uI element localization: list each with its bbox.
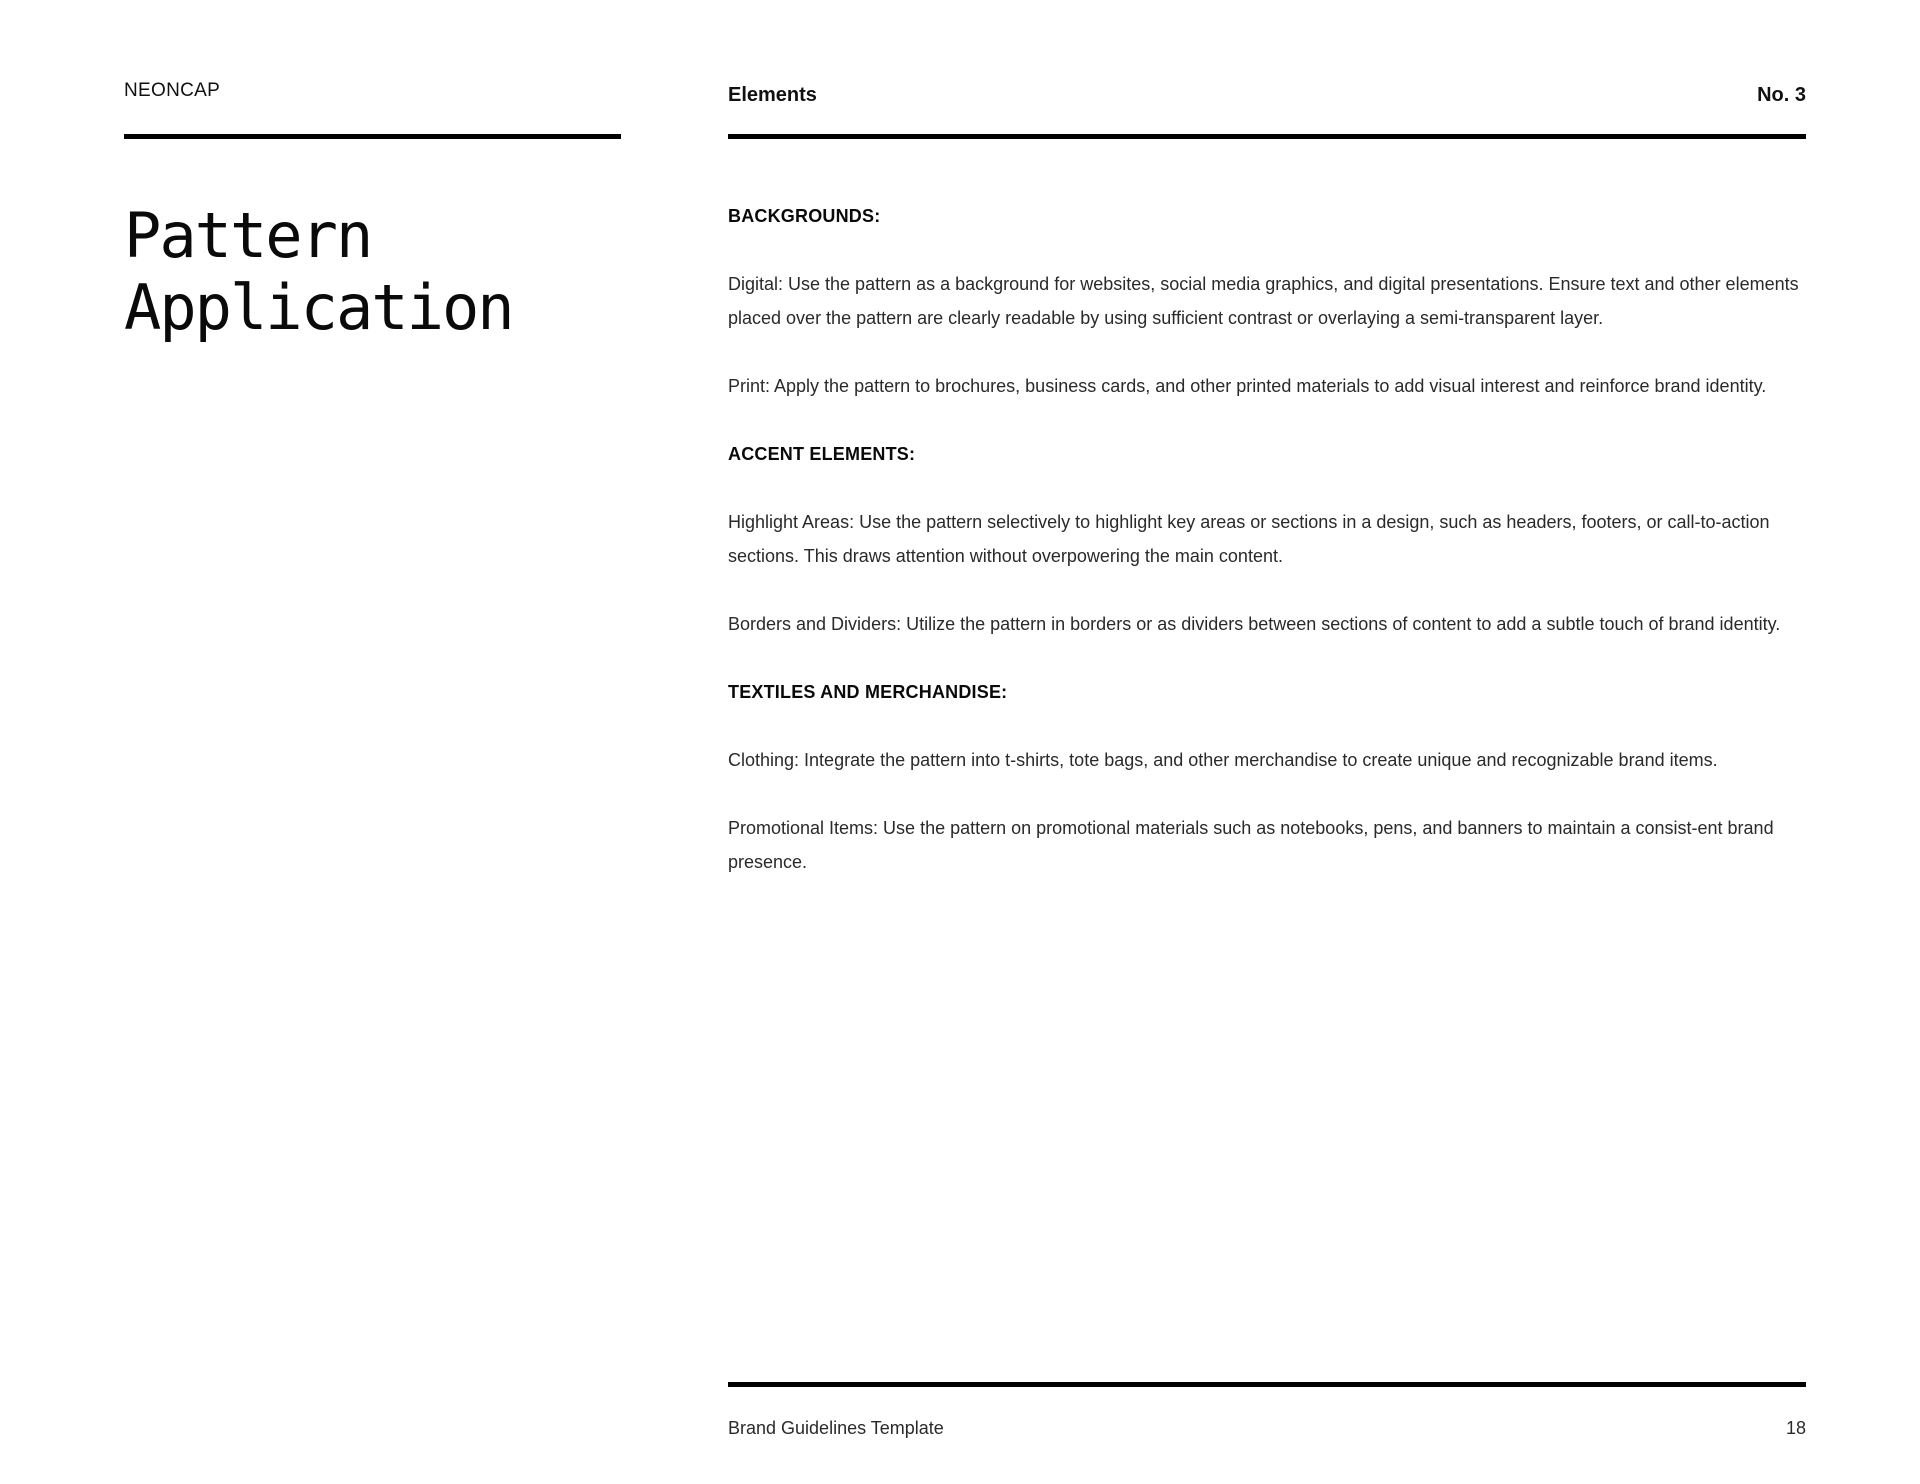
highlight-areas-paragraph: Highlight Areas: Use the pattern selectively to highlight key areas or sections in a design, such as headers, footers, or call-to-action sections. This draws attention without overpowering the main content. (728, 512, 1770, 566)
backgrounds-heading: BACKGROUNDS: (728, 206, 881, 226)
header-divider-right (728, 134, 1806, 139)
section-label: Elements (728, 84, 817, 106)
print-paragraph: Print: Apply the pattern to brochures, business cards, and other printed materials to add visual interest and reinforce brand identity. (728, 376, 1767, 396)
accent-elements-heading: ACCENT ELEMENTS: (728, 444, 916, 464)
footer-document-title: Brand Guidelines Template (728, 1418, 944, 1438)
page-title (124, 200, 604, 344)
promotional-items-paragraph: Promotional Items: Use the pattern on promotional materials such as notebooks, pens, and banners to maintain a consist-ent brand presence. (728, 818, 1774, 872)
content-body (728, 199, 1806, 913)
textiles-heading: TEXTILES AND MERCHANDISE: (728, 682, 1008, 702)
borders-dividers-paragraph: Borders and Dividers: Utilize the pattern in borders or as dividers between sections of content to add a subtle touch of brand identity. (728, 614, 1781, 634)
section-number: No. 3 (1757, 84, 1806, 106)
page-title-line-2: Application (124, 271, 513, 344)
clothing-paragraph: Clothing: Integrate the pattern into t-shirts, tote bags, and other merchandise to create unique and recognizable brand items. (728, 750, 1718, 770)
footer-divider (728, 1382, 1806, 1387)
header-divider-left (124, 134, 621, 139)
page-number: 18 (1785, 1418, 1806, 1438)
digital-paragraph: Digital: Use the pattern as a background for websites, social media graphics, and digital presentations. Ensure text and other elements placed over the pattern are clearly readable by using sufficient contrast or overlaying a semi-transparent layer. (728, 274, 1799, 328)
page-title-line-1: Pattern (124, 199, 372, 272)
brand-name: NEONCAP (124, 80, 221, 101)
